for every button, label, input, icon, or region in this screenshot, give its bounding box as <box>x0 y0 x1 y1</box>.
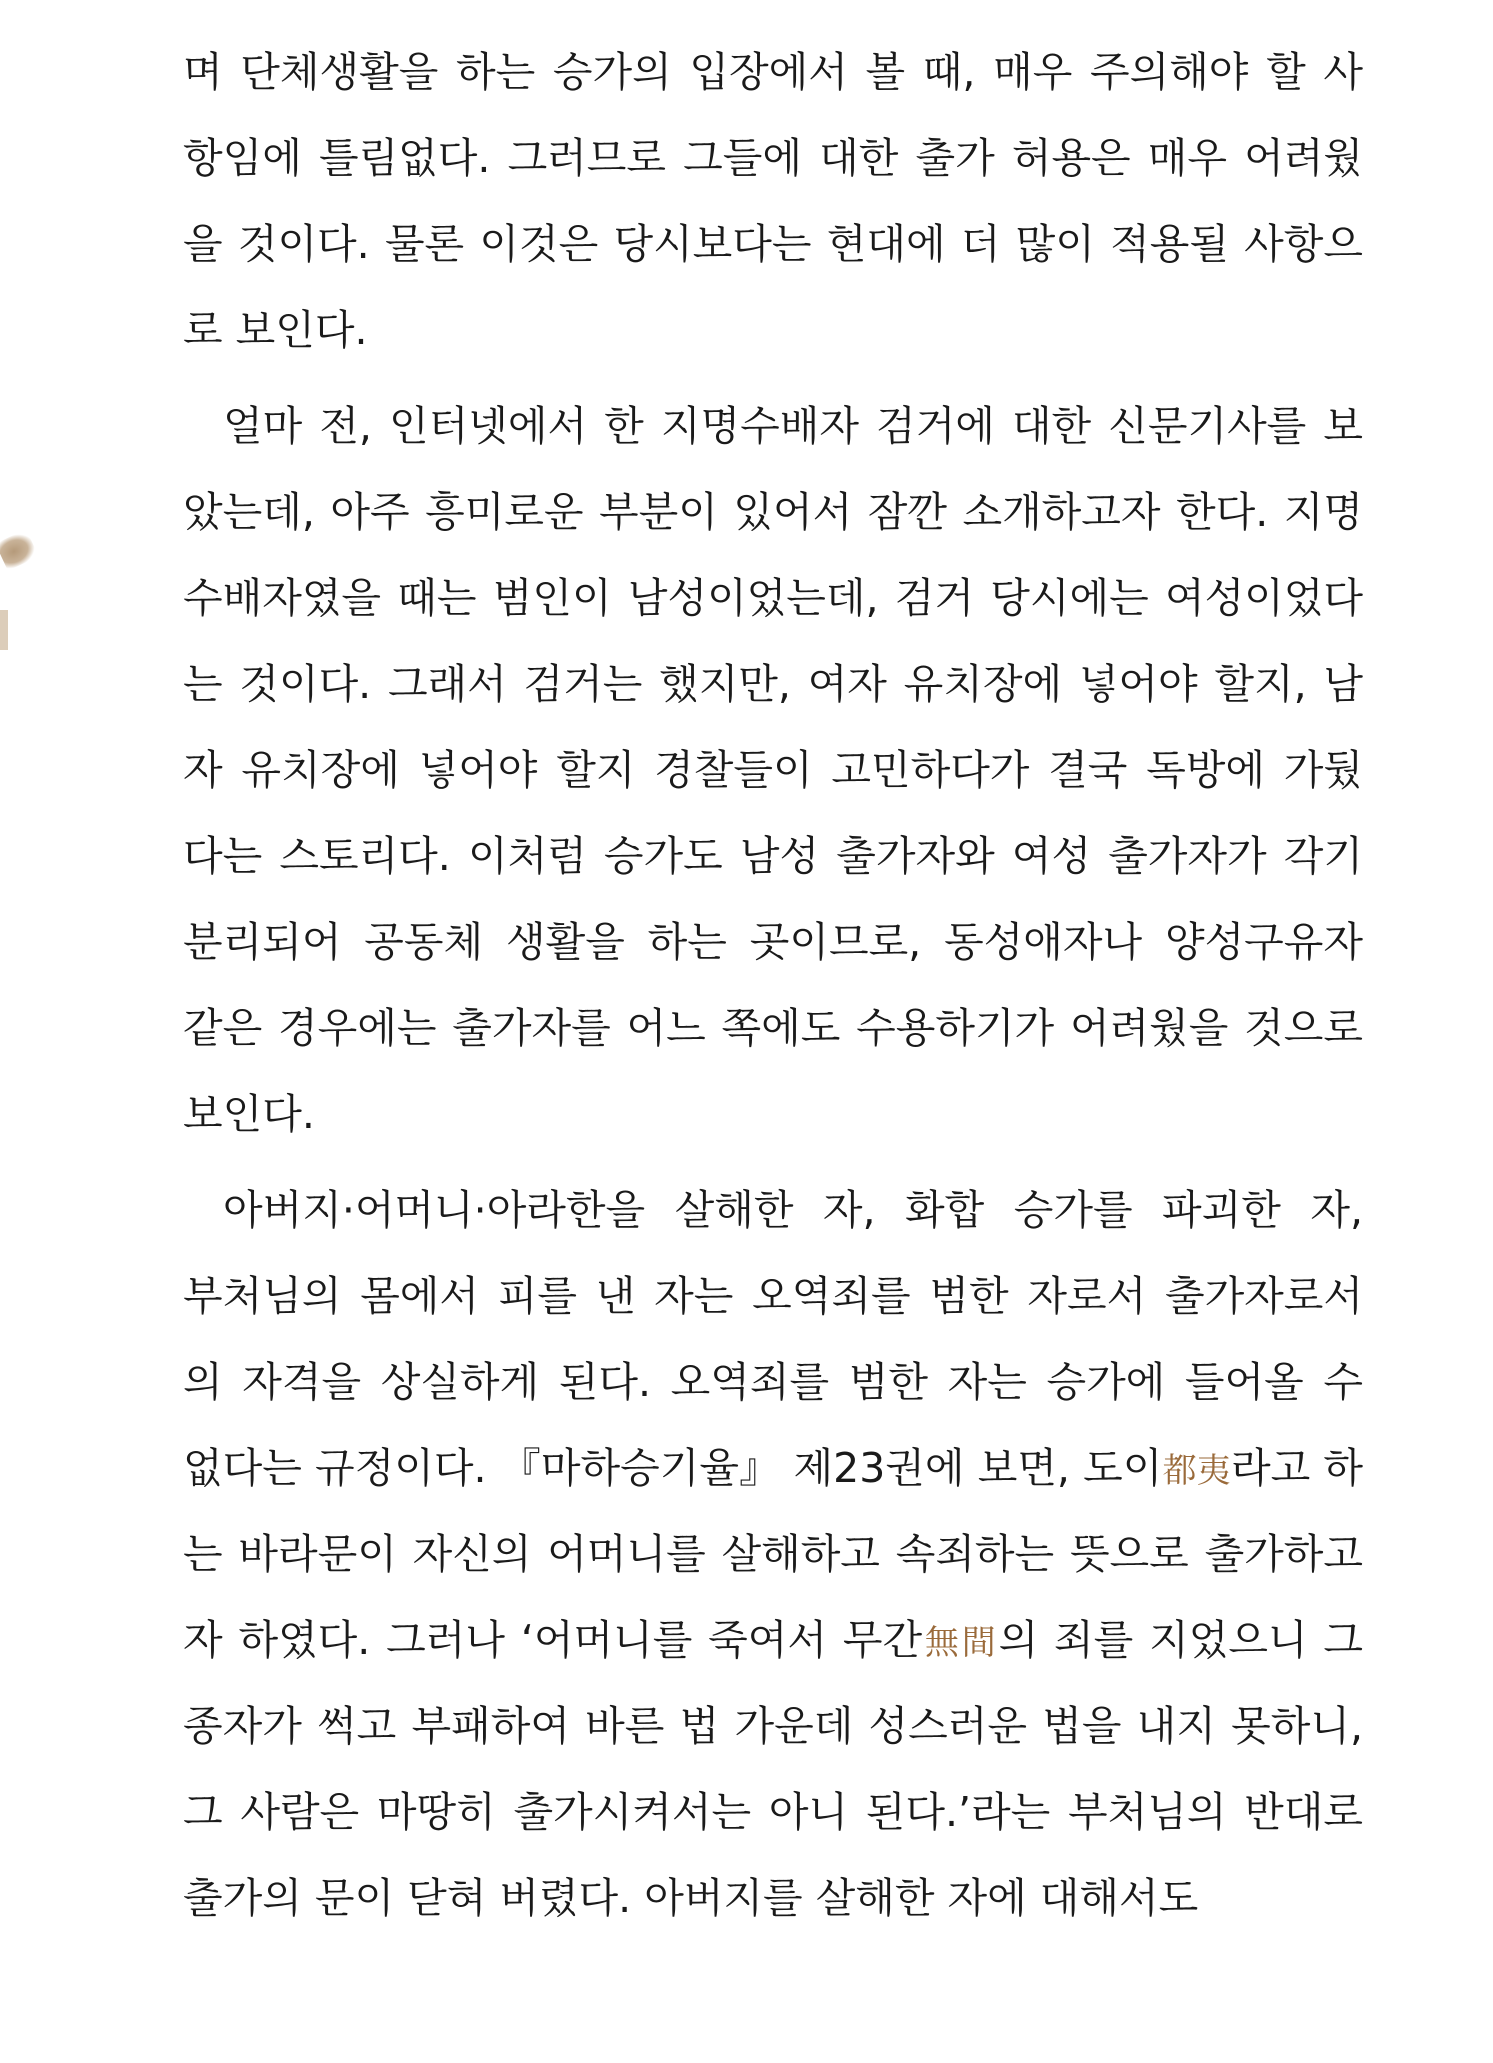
text-line: 보인다. <box>183 1090 315 1138</box>
paragraph <box>183 36 1363 380</box>
text-line: 는 바라문이 자신의 어머니를 살해하고 속죄하는 뜻으로 출가하고 <box>183 1530 1363 1578</box>
hanja-annotation: 無間 <box>922 1623 999 1663</box>
text-line <box>183 1604 1363 1690</box>
text-line: 부처님의 몸에서 피를 낸 자는 오역죄를 범한 자로서 출가자로서 <box>183 1272 1363 1320</box>
paper-stain <box>0 610 8 650</box>
hanja-annotation: 都夷 <box>1162 1451 1231 1491</box>
text-line: 자 유치장에 넣어야 할지 경찰들이 고민하다가 결국 독방에 가뒀 <box>183 746 1363 794</box>
text-segment: 자 하였다. 그러나 ‘어머니를 죽여서 무간 <box>183 1616 923 1664</box>
text-line: 의 자격을 상실하게 된다. 오역죄를 범한 자는 승가에 들어올 수 <box>183 1358 1363 1406</box>
text-line: 항임에 틀림없다. 그러므로 그들에 대한 출가 허용은 매우 어려웠 <box>183 134 1363 182</box>
text-line: 그 사람은 마땅히 출가시켜서는 아니 된다.’라는 부처님의 반대로 <box>183 1788 1363 1836</box>
text-line: 같은 경우에는 출가자를 어느 쪽에도 수용하기가 어려웠을 것으로 <box>183 1004 1363 1052</box>
paper-stain <box>0 529 39 571</box>
text-line: 을 것이다. 물론 이것은 당시보다는 현대에 더 많이 적용될 사항으 <box>183 220 1363 268</box>
text-line <box>183 1432 1363 1518</box>
text-line: 수배자였을 때는 범인이 남성이었는데, 검거 당시에는 여성이었다 <box>183 574 1363 622</box>
paragraph <box>183 390 1363 1164</box>
text-line: 로 보인다. <box>183 306 368 354</box>
paragraph <box>183 1174 1363 1948</box>
text-line: 출가의 문이 닫혀 버렸다. 아버지를 살해한 자에 대해서도 <box>183 1874 1199 1922</box>
text-segment: 라고 하 <box>1230 1444 1364 1492</box>
text-line: 았는데, 아주 흥미로운 부분이 있어서 잠깐 소개하고자 한다. 지명 <box>183 488 1363 536</box>
text-line: 다는 스토리다. 이처럼 승가도 남성 출가자와 여성 출가자가 각기 <box>183 832 1363 880</box>
text-segment: 의 죄를 지었으니 그 <box>998 1616 1363 1664</box>
text-line: 얼마 전, 인터넷에서 한 지명수배자 검거에 대한 신문기사를 보 <box>223 402 1363 450</box>
text-line: 분리되어 공동체 생활을 하는 곳이므로, 동성애자나 양성구유자 <box>183 918 1363 966</box>
book-page-text <box>183 36 1363 1958</box>
text-line: 종자가 썩고 부패하여 바른 법 가운데 성스러운 법을 내지 못하니, <box>183 1702 1363 1750</box>
text-segment: 없다는 규정이다. 『마하승기율』 제23권에 보면, 도이 <box>183 1444 1163 1492</box>
text-line: 는 것이다. 그래서 검거는 했지만, 여자 유치장에 넣어야 할지, 남 <box>183 660 1363 708</box>
text-line: 며 단체생활을 하는 승가의 입장에서 볼 때, 매우 주의해야 할 사 <box>183 48 1363 96</box>
text-line: 아버지·어머니·아라한을 살해한 자, 화합 승가를 파괴한 자, <box>223 1186 1363 1234</box>
